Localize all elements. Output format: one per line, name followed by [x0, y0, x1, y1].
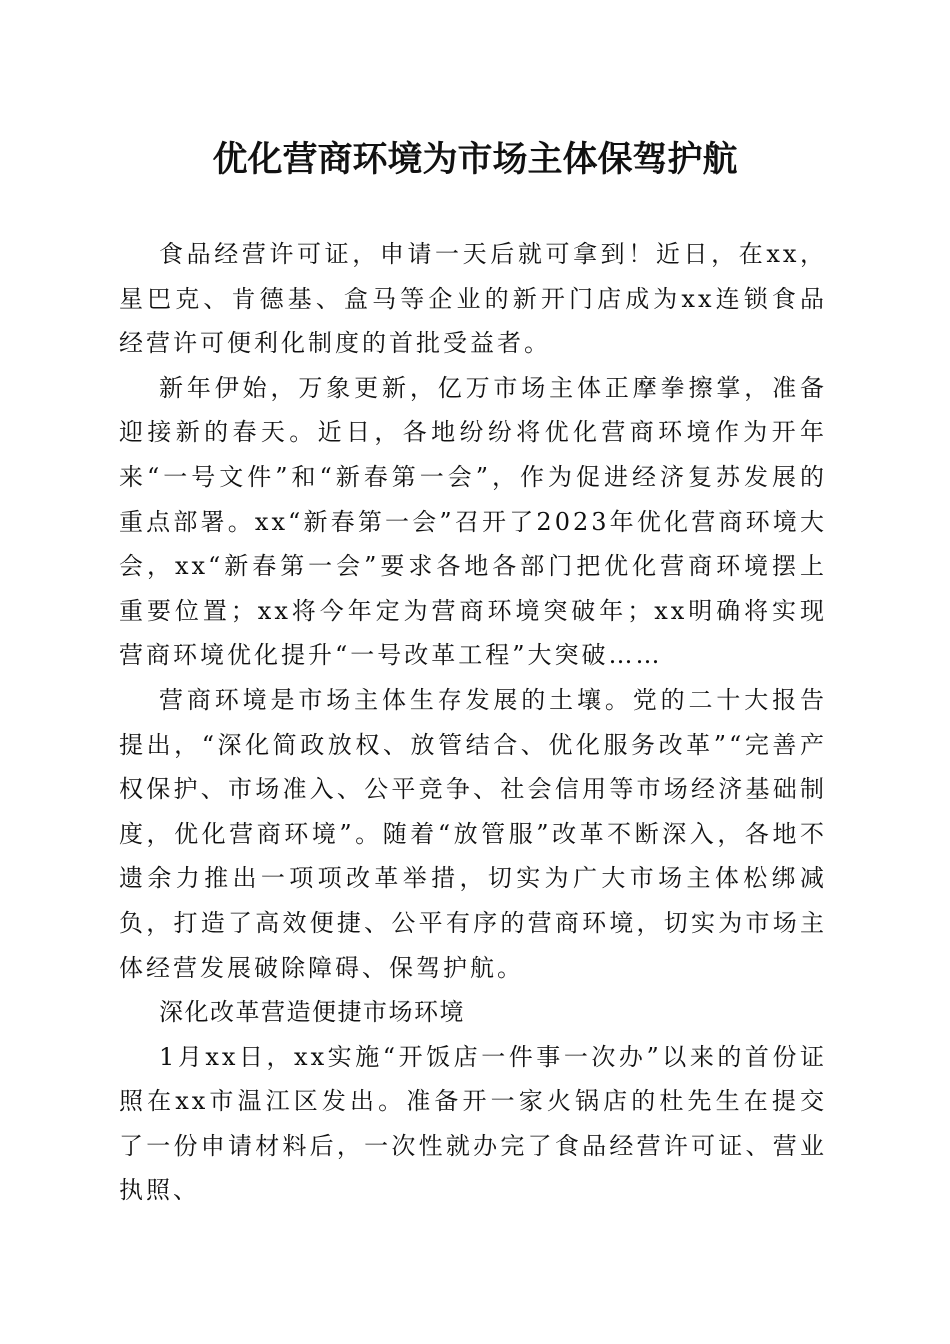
paragraph-1: 食品经营许可证，申请一天后就可拿到！近日，在xx，星巴克、肯德基、盒马等企业的新开门店成为xx连锁食品经营许可便利化制度的首批受益者。 [119, 240, 827, 358]
paragraph-4: 1月xx日，xx实施“开饭店一件事一次办”以来的首份证照在xx市温江区发出。准备开一家火锅店的杜先生在提交了一份申请材料后，一次性就办完了食品经营许可证、营业执照、 [119, 1042, 827, 1205]
section-heading: 深化改革营造便捷市场环境 [159, 998, 465, 1027]
document-title: 优化营商环境为市场主体保驾护航 [212, 139, 738, 180]
document-body [119, 232, 827, 1213]
paragraph-3: 营商环境是市场主体生存发展的土壤。党的二十大报告提出，“深化简政放权、放管结合、优化服务改革”“完善产权保护、市场准入、公平竞争、社会信用等市场经济基础制度，优化营商环境”。随着“放管服”改革不断深入，各地不遗余力推出一项项改革举措，切实为广大市场主体松绑减负，打造了高效便捷、公平有序的营商环境，切实为市场主体经营发展破除障碍、保驾护航。 [119, 685, 827, 982]
paragraph-2: 新年伊始，万象更新，亿万市场主体正摩拳擦掌，准备迎接新的春天。近日，各地纷纷将优化营商环境作为开年来“一号文件”和“新春第一会”，作为促进经济复苏发展的重点部署。xx“新春第一会”召开了2023年优化营商环境大会，xx“新春第一会”要求各地各部门把优化营商环境摆上重要位置；xx将今年定为营商环境突破年；xx明确将实现营商环境优化提升“一号改革工程”大突破…… [119, 373, 827, 670]
